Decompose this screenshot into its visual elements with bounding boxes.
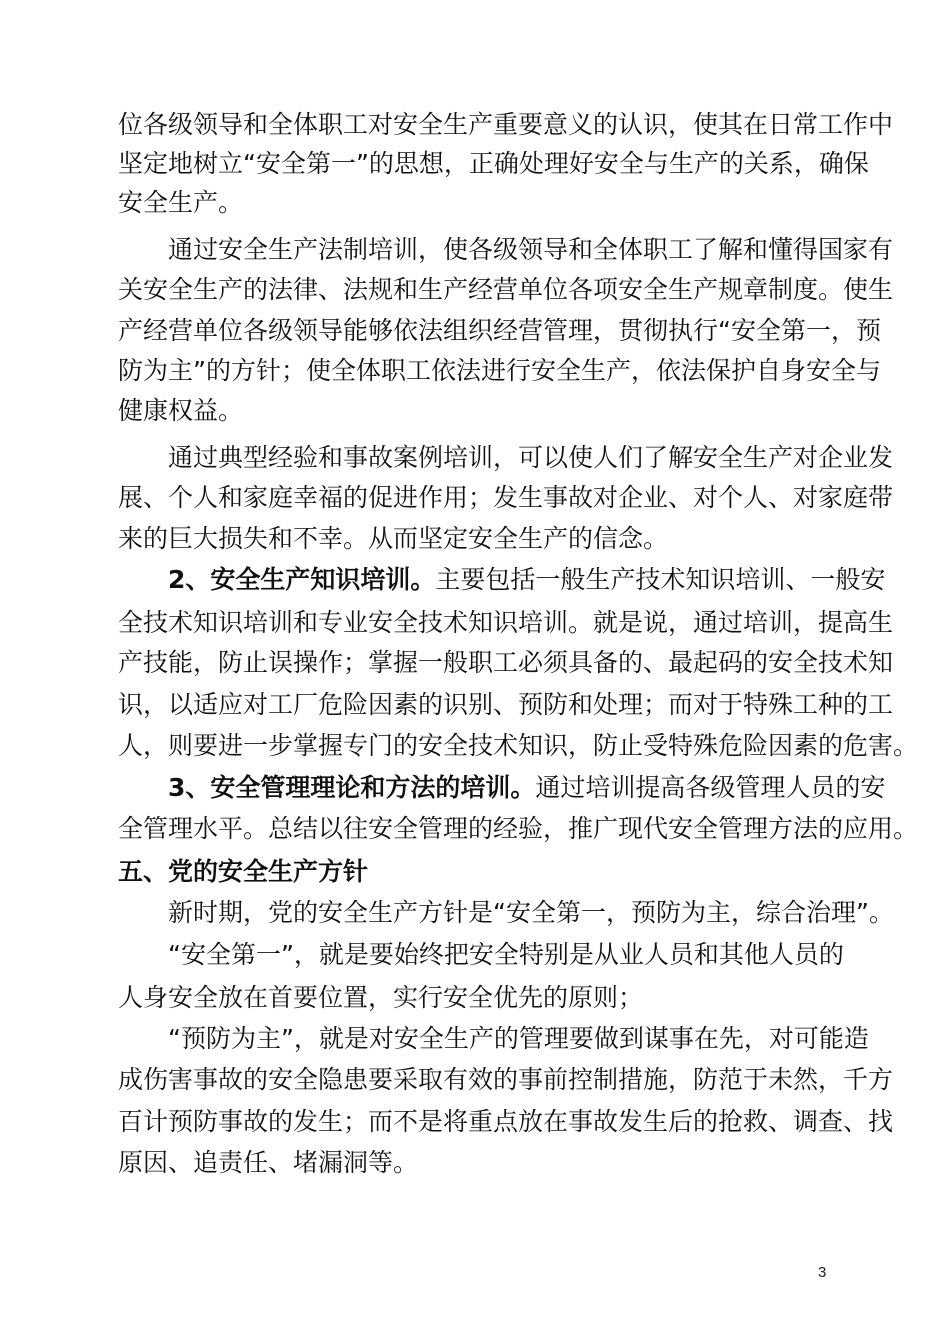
text-line	[118, 608, 893, 638]
text-segment: 来的巨大损失和不幸。从而坚定安全生产的信念。	[118, 524, 669, 553]
text-line	[118, 1065, 893, 1095]
text-segment: “预防为主”，就是对安全生产的管理要做到谋事在先，对可能造	[168, 1024, 869, 1053]
text-line	[118, 149, 869, 179]
text-segment: 坚定地树立“安全第一”的思想，正确处理好安全与生产的关系，确保	[118, 149, 869, 178]
text-line	[118, 110, 893, 140]
section-heading	[118, 857, 368, 887]
text-segment: 全技术知识培训和专业安全技术知识培训。就是说，通过培训，提高生	[118, 608, 894, 637]
text-segment: 成伤害事故的安全隐患要采取有效的事前控制措施，防范于未然，千方	[118, 1065, 894, 1094]
text-segment: “安全第一”，就是要始终把安全特别是从业人员和其他人员的	[168, 940, 844, 969]
text-segment: 位各级领导和全体职工对安全生产重要意义的认识，使其在日常工作中	[118, 110, 894, 139]
text-segment: 原因、追责任、堵漏洞等。	[118, 1148, 419, 1177]
text-line	[168, 1024, 869, 1054]
text-line	[168, 898, 894, 928]
text-segment: 人身安全放在首要位置，实行安全优先的原则；	[118, 983, 644, 1012]
text-line	[168, 565, 885, 595]
text-line	[168, 235, 893, 265]
text-segment: 通过培训提高各级管理人员的安	[535, 773, 886, 802]
text-segment: 百计预防事故的发生；而不是将重点放在事故发生后的抢救、调查、找	[118, 1107, 894, 1136]
text-segment: 通过典型经验和事故案例培训，可以使人们了解安全生产对企业发	[168, 443, 894, 472]
text-line	[118, 275, 893, 305]
text-segment: 健康权益。	[118, 396, 244, 425]
text-line	[168, 773, 885, 803]
text-line	[118, 356, 881, 386]
text-line	[118, 483, 893, 513]
text-line	[118, 983, 643, 1013]
text-segment: 产技能，防止误操作；掌握一般职工必须具备的、最起码的安全技术知	[118, 648, 894, 677]
text-segment: 人，则要进一步掌握专门的安全技术知识，防止受特殊危险因素的危害。	[118, 731, 919, 760]
bold-heading-segment: 3、安全管理理论和方法的培训。	[168, 773, 536, 802]
text-line	[118, 316, 881, 346]
text-segment: 全管理水平。总结以往安全管理的经验，推广现代安全管理方法的应用。	[118, 814, 919, 843]
bold-heading-segment: 2、安全生产知识培训。	[168, 565, 436, 594]
text-segment: 新时期，党的安全生产方针是“安全第一，预防为主，综合治理”。	[168, 898, 894, 927]
text-line	[118, 524, 668, 554]
text-segment: 主要包括一般生产技术知识培训、一般安	[435, 565, 886, 594]
text-line	[118, 690, 893, 720]
text-segment: 防为主”的方针；使全体职工依法进行安全生产，依法保护自身安全与	[118, 356, 881, 385]
page-number: 3	[818, 1264, 827, 1281]
section-heading-text: 五、党的安全生产方针	[118, 857, 369, 886]
text-line	[118, 648, 893, 678]
text-segment: 识，以适应对工厂危险因素的识别、预防和处理；而对于特殊工种的工	[118, 690, 894, 719]
text-line	[118, 188, 243, 218]
text-line	[118, 731, 918, 761]
text-segment: 关安全生产的法律、法规和生产经营单位各项安全生产规章制度。使生	[118, 275, 894, 304]
text-line	[118, 396, 243, 426]
text-segment: 展、个人和家庭幸福的促进作用；发生事故对企业、对个人、对家庭带	[118, 483, 894, 512]
text-segment: 产经营单位各级领导能够依法组织经营管理，贯彻执行“安全第一，预	[118, 316, 881, 345]
text-segment: 安全生产。	[118, 188, 244, 217]
text-line	[118, 1107, 893, 1137]
text-line	[168, 940, 844, 970]
text-segment: 通过安全生产法制培训，使各级领导和全体职工了解和懂得国家有	[168, 235, 894, 264]
text-line	[118, 1148, 418, 1178]
text-line	[118, 814, 918, 844]
text-line	[168, 443, 893, 473]
